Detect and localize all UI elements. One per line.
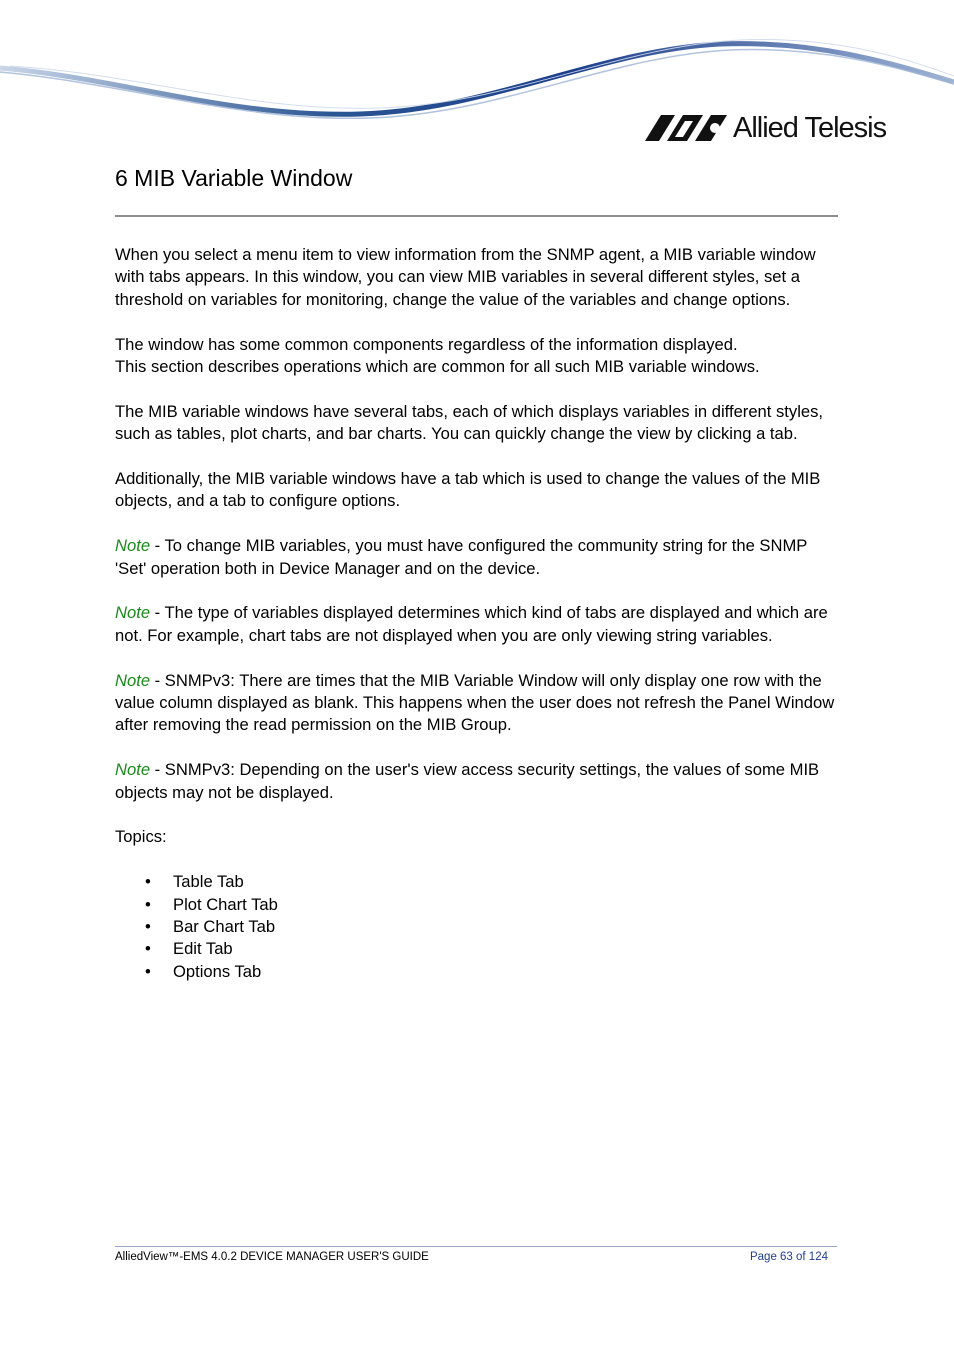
common-components-line-2: This section describes operations which are common for all such MIB variable windows. [115, 357, 760, 377]
topic-table-tab[interactable] [145, 871, 841, 893]
topic-label: Options Tab [173, 961, 262, 981]
logo-text: Allied Telesis [733, 111, 887, 144]
allied-telesis-logo-icon [645, 115, 727, 141]
note-text: - SNMPv3: There are times that the MIB Variable Window will only display one row with the value column displayed as blank. This happens when the user does not refresh the Panel Window after removing the read permission on the MIB Group. [115, 670, 835, 735]
footer-document-title: AlliedView™-EMS 4.0.2 DEVICE MANAGER USER'S GUIDE [115, 1251, 429, 1263]
note-label: Note [115, 603, 151, 623]
footer-divider [115, 1246, 837, 1247]
topic-label: Bar Chart Tab [173, 917, 276, 937]
topic-options-tab[interactable] [145, 961, 841, 983]
topic-label: Table Tab [173, 872, 244, 892]
bullet-icon: • [145, 961, 151, 981]
topic-edit-tab[interactable] [145, 938, 841, 960]
topics-label: Topics: [115, 827, 167, 847]
additional-tabs-paragraph: Additionally, the MIB variable windows have a tab which is used to change the values of the MIB objects, and a tab to configure options. [115, 469, 821, 511]
allied-telesis-logo [645, 108, 905, 148]
note-label: Note [115, 536, 151, 556]
note-text: - SNMPv3: Depending on the user's view access security settings, the values of some MIB objects may not be displayed. [115, 760, 820, 802]
note-paragraph [115, 535, 841, 580]
topics-list [115, 871, 841, 983]
note-label: Note [115, 670, 151, 690]
intro-paragraph: When you select a menu item to view information from the SNMP agent, a MIB variable window with tabs appears. In this window, you can view MIB variables in several different styles, set a threshold on variables for monitoring, change the value of the variables and change options. [115, 245, 816, 309]
bullet-icon: • [145, 939, 151, 959]
topic-bar-chart-tab[interactable] [145, 916, 841, 938]
common-components-line-1: The window has some common components regardless of the information displayed. [115, 334, 738, 354]
page-title: 6 MIB Variable Window [115, 165, 353, 191]
note-paragraph [115, 759, 841, 804]
page-content [115, 244, 841, 983]
note-text: - To change MIB variables, you must have configured the community string for the SNMP 'Set' operation both in Device Manager and on the device. [115, 536, 808, 578]
topic-plot-chart-tab[interactable] [145, 894, 841, 916]
title-divider [115, 215, 838, 217]
bullet-icon: • [145, 894, 151, 914]
note-paragraph [115, 670, 841, 737]
topic-label: Edit Tab [173, 939, 233, 959]
note-paragraph [115, 602, 841, 647]
note-text: - The type of variables displayed determines which kind of tabs are displayed and which are not. For example, chart tabs are not displayed when you are only viewing string variables. [115, 603, 828, 645]
tabs-paragraph: The MIB variable windows have several tabs, each of which displays variables in different styles, such as tables, plot charts, and bar charts. You can quickly change the view by clicking a tab. [115, 401, 824, 444]
note-label: Note [115, 760, 151, 780]
bullet-icon: • [145, 917, 151, 937]
footer-page-number: Page 63 of 124 [749, 1251, 828, 1263]
bullet-icon: • [145, 872, 151, 892]
topic-label: Plot Chart Tab [173, 894, 278, 914]
common-components-paragraph [115, 334, 841, 379]
